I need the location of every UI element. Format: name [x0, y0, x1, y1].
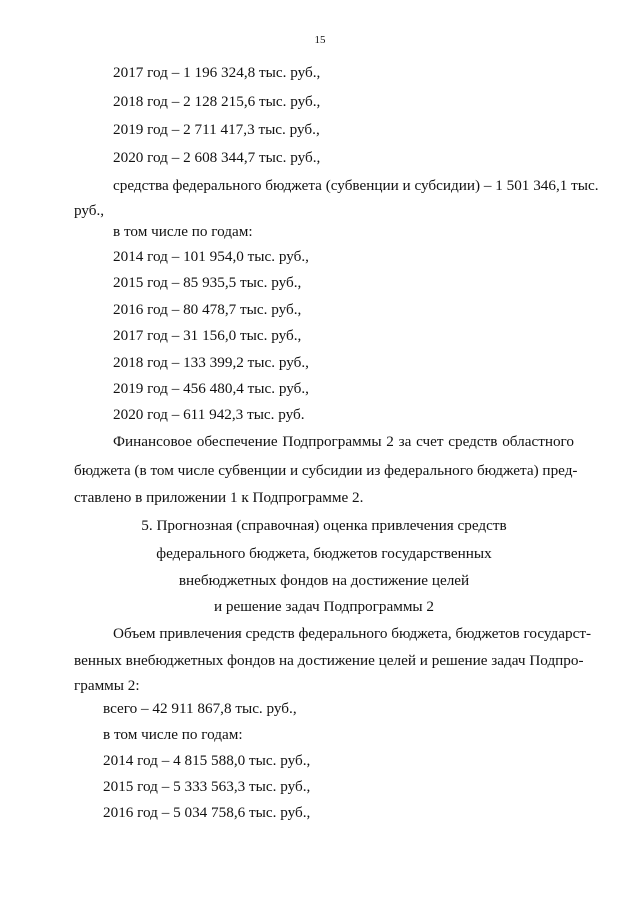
paragraph-line: ставлено в приложении 1 к Подпрограмме 2.	[74, 489, 364, 506]
text-line: 2016 год – 80 478,7 тыс. руб.,	[113, 301, 302, 318]
paragraph-line: Финансовое обеспечение Подпрограммы 2 за счет средств областного	[113, 433, 574, 450]
text-line: всего – 42 911 867,8 тыс. руб.,	[103, 700, 297, 717]
text-line: 2018 год – 133 399,2 тыс. руб.,	[113, 354, 309, 371]
text-line: 2014 год – 101 954,0 тыс. руб.,	[113, 248, 309, 265]
paragraph-line: Объем привлечения средств федерального бюджета, бюджетов государст-	[113, 625, 592, 642]
paragraph-line: венных внебюджетных фондов на достижение целей и решение задач Подпро-	[74, 652, 584, 669]
text-line: 2015 год – 85 935,5 тыс. руб.,	[113, 274, 302, 291]
text-line: средства федерального бюджета (субвенции и субсидии) – 1 501 346,1 тыс.	[113, 177, 599, 194]
section-heading-line: внебюджетных фондов на достижение целей	[178, 572, 470, 589]
text-line: в том числе по годам:	[103, 726, 243, 743]
section-heading-line: и решение задач Подпрограммы 2	[213, 598, 435, 615]
text-line: 2014 год – 4 815 588,0 тыс. руб.,	[103, 752, 311, 769]
text-line: 2018 год – 2 128 215,6 тыс. руб.,	[113, 93, 321, 110]
text-line: 2017 год – 1 196 324,8 тыс. руб.,	[113, 64, 321, 81]
text-line: 2019 год – 2 711 417,3 тыс. руб.,	[113, 121, 320, 138]
page-number: 15	[314, 34, 326, 46]
paragraph-line: бюджета (в том числе субвенции и субсидии из федерального бюджета) пред-	[74, 462, 578, 479]
text-line: 2017 год – 31 156,0 тыс. руб.,	[113, 327, 302, 344]
section-heading-line: 5. Прогнозная (справочная) оценка привлечения средств	[141, 517, 507, 534]
text-line: 2015 год – 5 333 563,3 тыс. руб.,	[103, 778, 311, 795]
section-heading-line: федерального бюджета, бюджетов государственных	[156, 545, 492, 562]
text-line: 2019 год – 456 480,4 тыс. руб.,	[113, 380, 309, 397]
text-line: 2020 год – 611 942,3 тыс. руб.	[113, 406, 305, 423]
text-line: в том числе по годам:	[113, 223, 253, 240]
text-line: 2016 год – 5 034 758,6 тыс. руб.,	[103, 804, 311, 821]
paragraph-line: граммы 2:	[74, 677, 140, 694]
text-line: руб.,	[74, 202, 105, 219]
text-line: 2020 год – 2 608 344,7 тыс. руб.,	[113, 149, 321, 166]
